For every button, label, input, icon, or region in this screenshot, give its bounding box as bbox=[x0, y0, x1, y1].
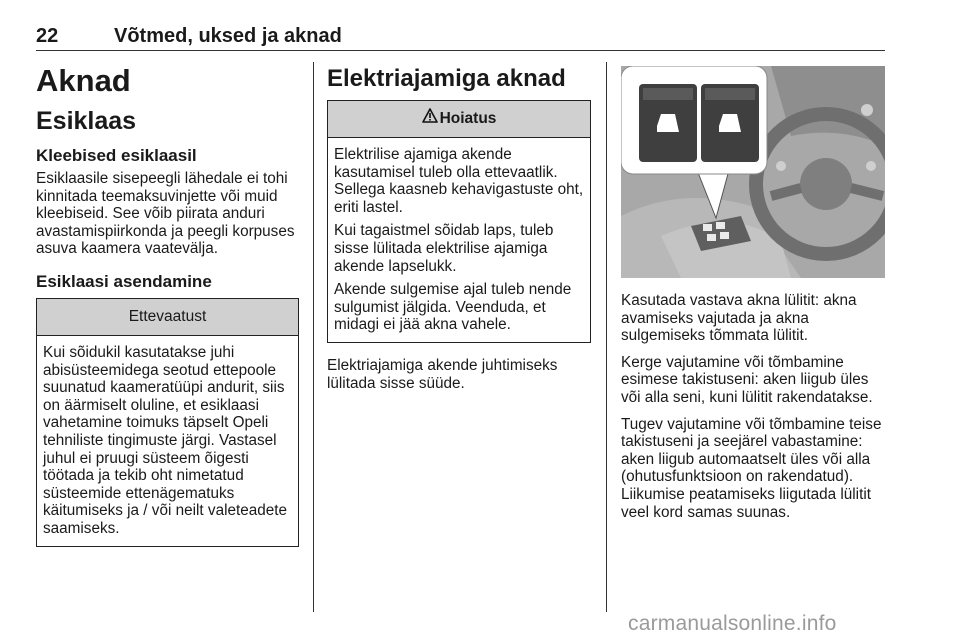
subheading-replacement: Esiklaasi asendamine bbox=[36, 271, 212, 291]
watermark: carmanualsonline.info bbox=[628, 612, 837, 635]
instruction-paragraph: Kerge vajutamine või tõmbamine esimese takistuseni: aken liigub üles või alla seni, kuni lülitit rakendatakse. bbox=[621, 353, 873, 406]
section-title: Esiklaas bbox=[36, 107, 137, 135]
caution-text: Kui sõidukil kasutatakse juhi abisüsteemidega seotud ettepoole suunatud kaameratüüpi andurit, siis on äärmiselt oluline, et esiklaasi vahetamine toimuks täpselt Opeli tehniliste tingimuste järgi. Vastasel juhul ei pruugi süsteem õigesti töötada ja tekib oht nimetatud süsteemide ettenägematuks käitumiseks ja / või neilt valeteadete saamiseks. bbox=[43, 343, 288, 537]
warning-paragraph: Kui tagaistmel sõidab laps, tuleb sisse lülitada elektrilise ajamiga akende lapselukk. bbox=[334, 222, 554, 275]
window-switch-illustration bbox=[621, 66, 885, 278]
warning-box bbox=[327, 100, 591, 343]
chapter-title: Võtmed, uksed ja aknad bbox=[114, 25, 342, 47]
main-title: Aknad bbox=[36, 63, 131, 98]
caution-title: Ettevaatust bbox=[37, 299, 298, 336]
column-middle bbox=[327, 62, 591, 400]
page-number: 22 bbox=[36, 25, 59, 47]
column-divider bbox=[313, 62, 314, 612]
warning-triangle-icon bbox=[422, 101, 438, 137]
warning-paragraph: Elektrilise ajamiga akende kasutamisel tuleb olla ettevaatlik. Sellega kaasneb kehavigastuste oht, eriti lastel. bbox=[334, 146, 584, 216]
caution-box bbox=[36, 298, 299, 547]
column-right bbox=[621, 62, 885, 530]
column-left bbox=[36, 62, 299, 547]
warning-header bbox=[328, 101, 590, 138]
instruction-paragraph: Tugev vajutamine või tõmbamine teise takistuseni ja seejärel vabastamine: aken liigub automaatselt üles või alla (ohutusfunktsioon on rakendatud). Liikumise peatamiseks liigutada lülitit veel kord samas suunas. bbox=[621, 415, 882, 521]
ignition-paragraph: Elektriajamiga akende juhtimiseks lülitada sisse süüde. bbox=[327, 356, 558, 392]
power-windows-title: Elektriajamiga aknad bbox=[327, 65, 566, 92]
subheading-stickers: Kleebised esiklaasil bbox=[36, 146, 197, 165]
warning-paragraph: Akende sulgemise ajal tuleb nende sulgumist jälgida. Veenduda, et midagi ei jää akna vahele. bbox=[334, 281, 572, 334]
page-header bbox=[36, 22, 885, 51]
column-divider bbox=[606, 62, 607, 612]
instruction-paragraph: Kasutada vastava akna lülitit: akna avamiseks vajutada ja akna sulgemiseks tõmmata lülitit. bbox=[621, 292, 857, 345]
warning-title: Hoiatus bbox=[439, 110, 497, 128]
stickers-paragraph: Esiklaasile sisepeegli lähedale ei tohi kinnitada teemaksuvinjette või muid kleebiseid. See võib piirata anduri avastamispiirkonda ja peegli korpuses asuva kaamera vaatevälja. bbox=[36, 170, 295, 258]
